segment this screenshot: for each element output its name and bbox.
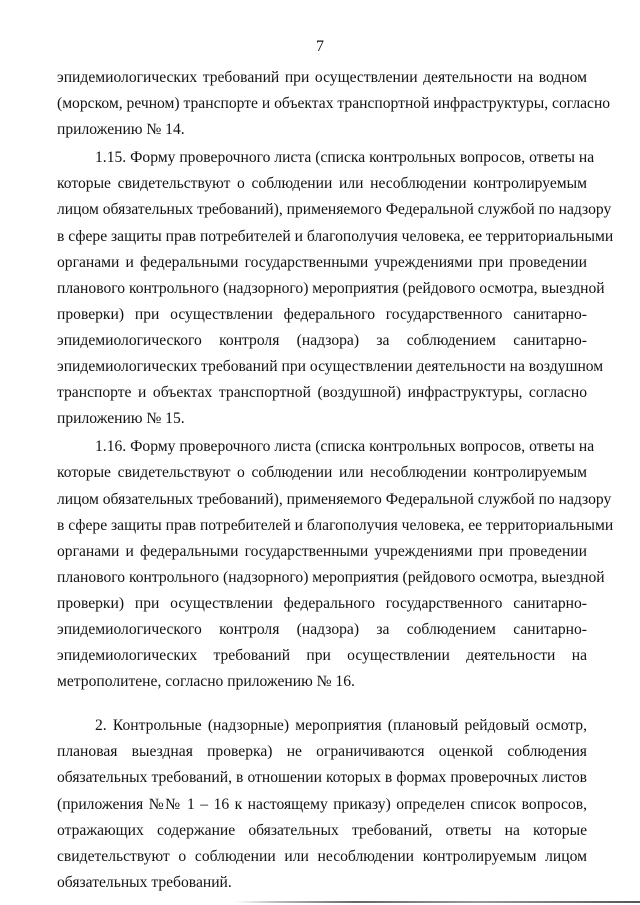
text-line: в сфере защиты прав потребителей и благополучия человека, ее территориальными [57, 516, 614, 534]
text-line: лицом обязательных требований), применяемого Федеральной службой по надзору [57, 201, 612, 219]
text-line: проверки) при осуществлении федерального государственного санитарно- [57, 594, 587, 612]
text-line: 2. Контрольные (надзорные) мероприятия (плановый рейдовый осмотр, [95, 717, 587, 735]
text-line: эпидемиологических требований при осуществлении деятельности на водном [57, 69, 587, 86]
text-line: которые свидетельствуют о соблюдении или несоблюдении контролируемым [57, 175, 587, 193]
text-line: в сфере защиты прав потребителей и благополучия человека, ее территориальными [57, 227, 614, 245]
text-line: метрополитене, согласно приложению № 16. [57, 673, 355, 691]
text-line: (приложения №№ 1 – 16 к настоящему приказу) определен список вопросов, [57, 795, 587, 813]
scan-artifact-line [235, 901, 640, 903]
paragraph [57, 434, 614, 695]
text-line: органами и федеральными государственными учреждениями при проведении [57, 542, 587, 560]
document-body [57, 65, 614, 898]
text-line: которые свидетельствуют о соблюдении или несоблюдении контролируемым [57, 464, 587, 482]
text-line: обязательных требований, в отношении которых в формах проверочных листов [57, 769, 587, 787]
text-line: свидетельствуют о соблюдении или несоблюдении контролируемым лицом [57, 847, 587, 865]
text-line: эпидемиологического контроля (надзора) за соблюдением санитарно- [57, 620, 587, 638]
text-line: планового контрольного (надзорного) мероприятия (рейдового осмотра, выездной [57, 279, 605, 297]
page-number: 7 [316, 38, 324, 55]
text-line: органами и федеральными государственными учреждениями при проведении [57, 253, 587, 271]
text-line: отражающих содержание обязательных требований, ответы на которые [57, 821, 587, 839]
text-line: 1.15. Форму проверочного листа (списка контрольных вопросов, ответы на [95, 149, 595, 167]
text-line: обязательных требований. [57, 873, 232, 891]
text-line: (морском, речном) транспорте и объектах транспортной инфраструктуры, согласно [57, 95, 611, 113]
text-line: транспорте и объектах транспортной (воздушной) инфраструктуры, согласно [57, 384, 587, 402]
text-line: эпидемиологических требований при осуществлении деятельности на воздушном [57, 358, 604, 376]
text-line: плановая выездная проверка) не ограничиваются оценкой соблюдения [57, 743, 587, 761]
text-line: лицом обязательных требований), применяемого Федеральной службой по надзору [57, 490, 612, 508]
paragraph [57, 145, 614, 432]
paragraph [57, 713, 587, 896]
text-line: планового контрольного (надзорного) мероприятия (рейдового осмотра, выездной [57, 568, 605, 586]
paragraph [57, 65, 611, 143]
text-line: приложению № 15. [57, 410, 185, 428]
text-line: приложению № 14. [57, 121, 185, 139]
text-line: проверки) при осуществлении федерального государственного санитарно- [57, 305, 587, 323]
text-line: эпидемиологических требований при осуществлении деятельности на [57, 647, 587, 665]
text-line: 1.16. Форму проверочного листа (списка контрольных вопросов, ответы на [95, 438, 595, 456]
text-line: эпидемиологического контроля (надзора) за соблюдением санитарно- [57, 331, 587, 349]
